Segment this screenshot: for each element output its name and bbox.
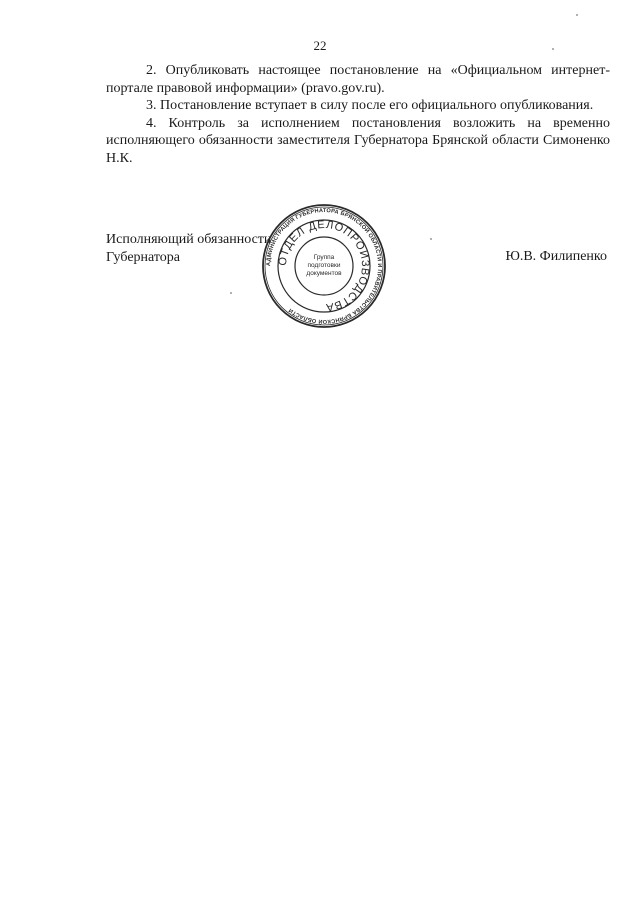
signature-title (106, 231, 271, 266)
svg-text:документов: документов (306, 270, 342, 277)
paragraph-effective: 3. Постановление вступает в силу после его официального опубликования. (146, 98, 594, 113)
scan-speck (230, 292, 232, 294)
scan-speck (576, 14, 578, 16)
signature-name: Ю.В. Филипенко (505, 249, 607, 264)
scan-speck (430, 238, 432, 240)
svg-text:АДМИНИСТРАЦИЯ ГУБЕРНАТОРА БРЯН: АДМИНИСТРАЦИЯ ГУБЕРНАТОРА БРЯНСКОЙ ОБЛАСТИ И ПРАВИТЕЛЬСТВА БРЯНСКОЙ ОБЛАСТИ (265, 207, 383, 325)
document-body (106, 62, 610, 167)
page-number: 22 (313, 38, 327, 53)
paragraph-publish: 2. Опубликовать настоящее постановление на «Официальном интернет-портале правовой информации» (pravo.gov.ru). (106, 63, 610, 96)
scan-speck (552, 48, 554, 50)
paragraph-control: 4. Контроль за исполнением постановления возложить на временно исполняющего обязанности заместителя Губернатора Брянской области Симоненко Н.К. (106, 115, 610, 166)
signature-title-line2: Губернатора (106, 249, 181, 265)
stamp-seal-graphic (261, 203, 387, 329)
svg-text:подготовки: подготовки (307, 262, 341, 269)
svg-text:Группа: Группа (313, 254, 335, 261)
svg-text:ОТДЕЛ ДЕЛОПРОИЗВОДСТВА: ОТДЕЛ ДЕЛОПРОИЗВОДСТВА (276, 218, 372, 314)
signature-title-line1: Исполняющий обязанности (106, 232, 272, 247)
official-stamp (261, 203, 387, 329)
